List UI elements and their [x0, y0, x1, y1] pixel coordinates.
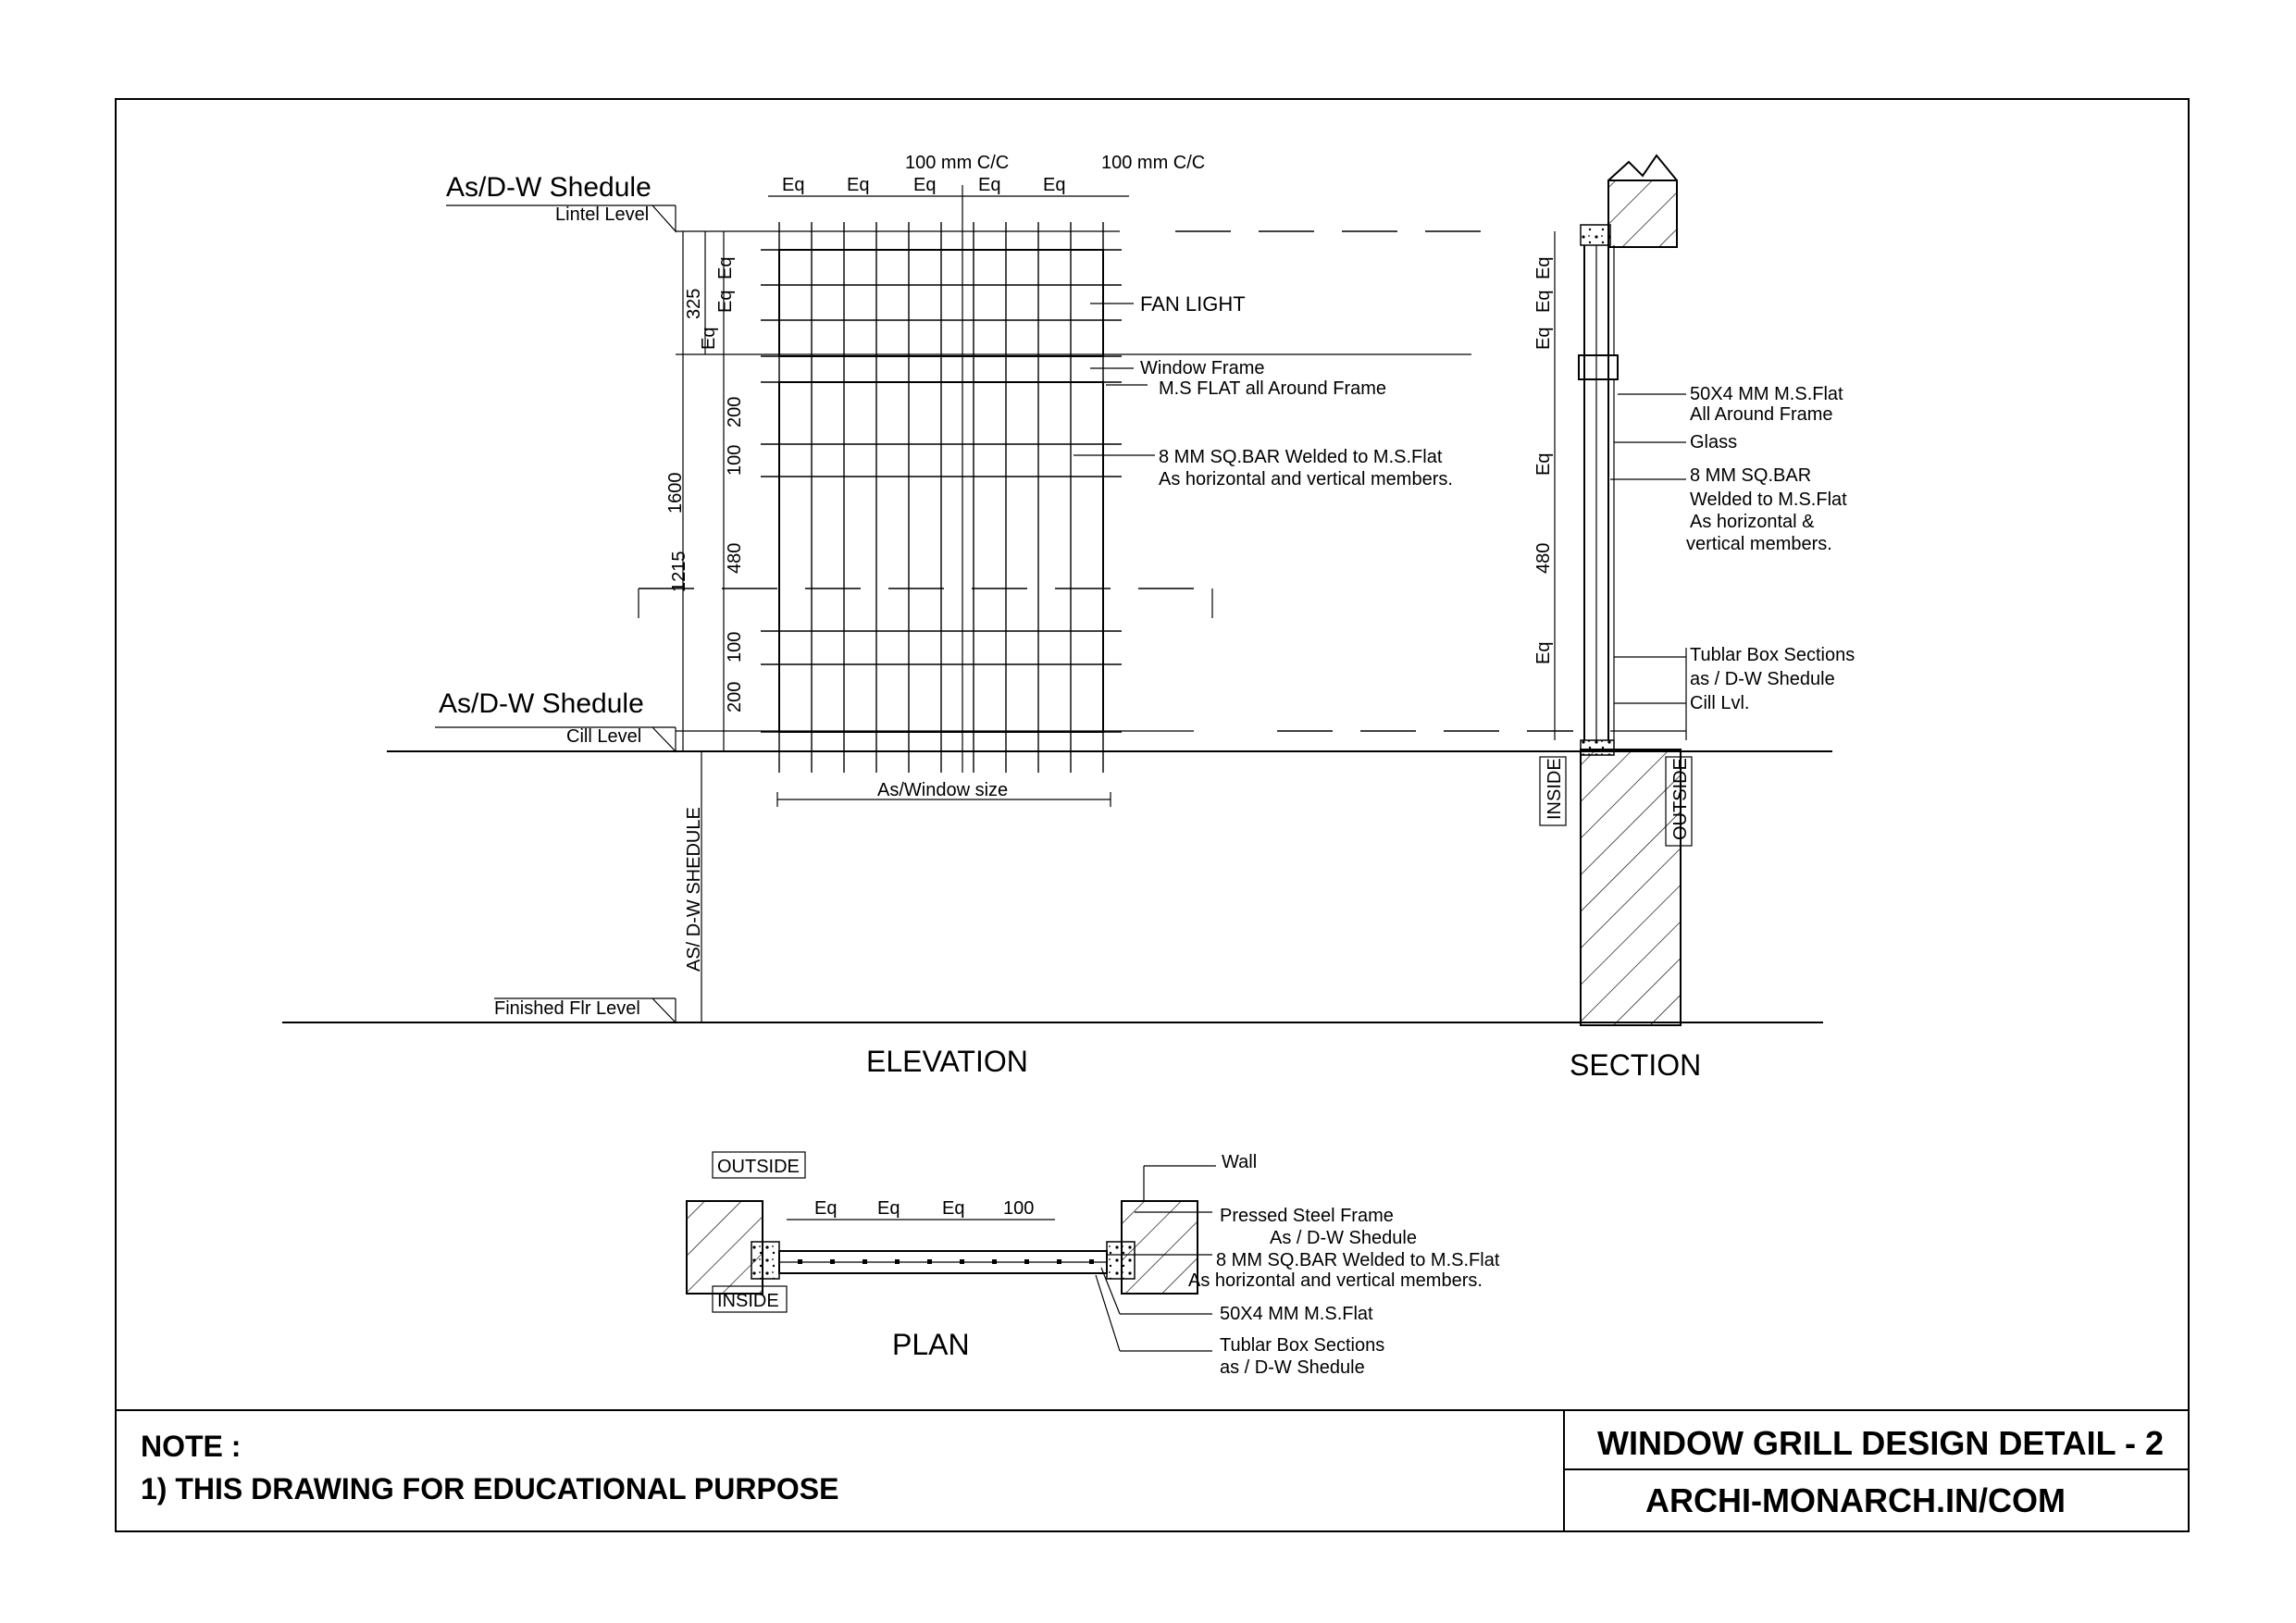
- left-eq-labels: [699, 257, 736, 350]
- svg-text:Eq: Eq: [1533, 641, 1554, 664]
- section-glass-label: Glass: [1690, 432, 1738, 452]
- svg-text:Eq: Eq: [814, 1198, 838, 1219]
- plan-bar-section: [1057, 1259, 1061, 1264]
- dim-325: 325: [684, 288, 704, 319]
- svg-text:Eq: Eq: [782, 175, 805, 195]
- plan-bar-section: [895, 1259, 900, 1264]
- drawing-title: WINDOW GRILL DESIGN DETAIL - 2: [1597, 1424, 2164, 1462]
- plan-dim-100: 100: [1003, 1198, 1035, 1219]
- section-tub-label-1: Tublar Box Sections: [1690, 645, 1855, 665]
- window-frame-label: Window Frame: [1140, 358, 1265, 378]
- ms-flat-label: M.S FLAT all Around Frame: [1159, 378, 1387, 399]
- plan-view: [687, 1166, 1216, 1351]
- sq-bar-label-2: As horizontal and vertical members.: [1159, 469, 1453, 489]
- floor-schedule-label: AS/ D-W SHEDULE: [684, 807, 704, 972]
- floor-level-label: Finished Flr Level: [494, 998, 640, 1019]
- plan-bar-section: [798, 1259, 802, 1264]
- website-label: ARCHI-MONARCH.IN/COM: [1645, 1481, 2066, 1519]
- dim-100-bot: 100: [725, 631, 745, 663]
- note-title: NOTE :: [141, 1430, 242, 1463]
- plan-bar-section: [927, 1259, 932, 1264]
- section-title: SECTION: [1570, 1048, 1702, 1082]
- svg-text:Eq: Eq: [1043, 175, 1066, 195]
- svg-text:Eq: Eq: [847, 175, 870, 195]
- section-inside-label: INSIDE: [1545, 758, 1565, 820]
- section-bar-label-2: Welded to M.S.Flat: [1690, 489, 1847, 510]
- section-bar-label-4: vertical members.: [1686, 534, 1832, 554]
- svg-text:Eq: Eq: [1533, 290, 1554, 313]
- svg-text:Eq: Eq: [1533, 256, 1554, 279]
- plan-flat-label: 50X4 MM M.S.Flat: [1220, 1304, 1373, 1324]
- svg-text:Eq: Eq: [877, 1198, 900, 1219]
- svg-text:Eq: Eq: [978, 175, 1001, 195]
- plan-bar-label-1: 8 MM SQ.BAR Welded to M.S.Flat: [1216, 1250, 1500, 1270]
- section-flat-label-2: All Around Frame: [1690, 404, 1833, 425]
- dim-200-top: 200: [725, 396, 745, 427]
- svg-text:Eq: Eq: [1533, 327, 1554, 350]
- sq-bar-label-1: 8 MM SQ.BAR Welded to M.S.Flat: [1159, 447, 1443, 467]
- svg-text:Eq: Eq: [1533, 452, 1554, 476]
- note-line-1: 1) THIS DRAWING FOR EDUCATIONAL PURPOSE: [141, 1472, 839, 1505]
- plan-tub-label-2: as / D-W Shedule: [1220, 1357, 1365, 1378]
- dim-480: 480: [725, 542, 745, 574]
- spacing-label-left: 100 mm C/C: [905, 153, 1010, 173]
- top-eq-labels: [782, 175, 1065, 195]
- dim-200-bot: 200: [725, 681, 745, 712]
- svg-text:Eq: Eq: [715, 290, 736, 313]
- plan-pressed-label-1: Pressed Steel Frame: [1220, 1206, 1394, 1226]
- section-outside-label: OUTSIDE: [1670, 758, 1691, 840]
- section-flat-label-1: 50X4 MM M.S.Flat: [1690, 384, 1843, 404]
- plan-tub-label-1: Tublar Box Sections: [1220, 1335, 1385, 1356]
- dim-1215: 1215: [669, 551, 689, 592]
- plan-bar-label-2: As horizontal and vertical members.: [1188, 1270, 1483, 1291]
- plan-bar-section: [863, 1259, 867, 1264]
- plan-bar-section: [830, 1259, 835, 1264]
- plan-pressed-label-2: As / D-W Shedule: [1270, 1228, 1417, 1248]
- section-cill-label: Cill Lvl.: [1690, 693, 1750, 713]
- plan-bar-section: [992, 1259, 997, 1264]
- plan-title: PLAN: [892, 1328, 970, 1361]
- svg-text:Eq: Eq: [913, 175, 937, 195]
- cill-schedule-label: As/D-W Shedule: [439, 688, 644, 719]
- plan-bar-section: [960, 1259, 964, 1264]
- lintel-level-label: Lintel Level: [555, 204, 650, 225]
- spacing-label-right: 100 mm C/C: [1101, 153, 1206, 173]
- section-tub-label-2: as / D-W Shedule: [1690, 669, 1835, 689]
- svg-text:Eq: Eq: [699, 327, 719, 350]
- section-view: [1555, 155, 1686, 1025]
- fan-light-label: FAN LIGHT: [1140, 292, 1246, 316]
- svg-text:Eq: Eq: [715, 256, 736, 279]
- section-bar-label-1: 8 MM SQ.BAR: [1690, 465, 1812, 486]
- plan-bar-section: [1024, 1259, 1029, 1264]
- plan-outside-label: OUTSIDE: [717, 1157, 800, 1177]
- section-dim-480: 480: [1533, 542, 1554, 574]
- plan-wall-label: Wall: [1222, 1152, 1258, 1172]
- plan-eq-labels: [814, 1198, 964, 1219]
- elevation-title: ELEVATION: [866, 1045, 1028, 1078]
- lintel-schedule-label: As/D-W Shedule: [446, 172, 652, 203]
- section-eq-labels: [1533, 257, 1554, 664]
- dim-1600: 1600: [665, 472, 686, 514]
- svg-text:Eq: Eq: [942, 1198, 965, 1219]
- section-bar-label-3: As horizontal &: [1690, 512, 1815, 532]
- dim-100-top: 100: [725, 444, 745, 476]
- plan-bar-section: [1089, 1259, 1094, 1264]
- window-size-label: As/Window size: [877, 780, 1009, 800]
- cill-level-label: Cill Level: [566, 726, 642, 747]
- plan-inside-label: INSIDE: [717, 1291, 779, 1311]
